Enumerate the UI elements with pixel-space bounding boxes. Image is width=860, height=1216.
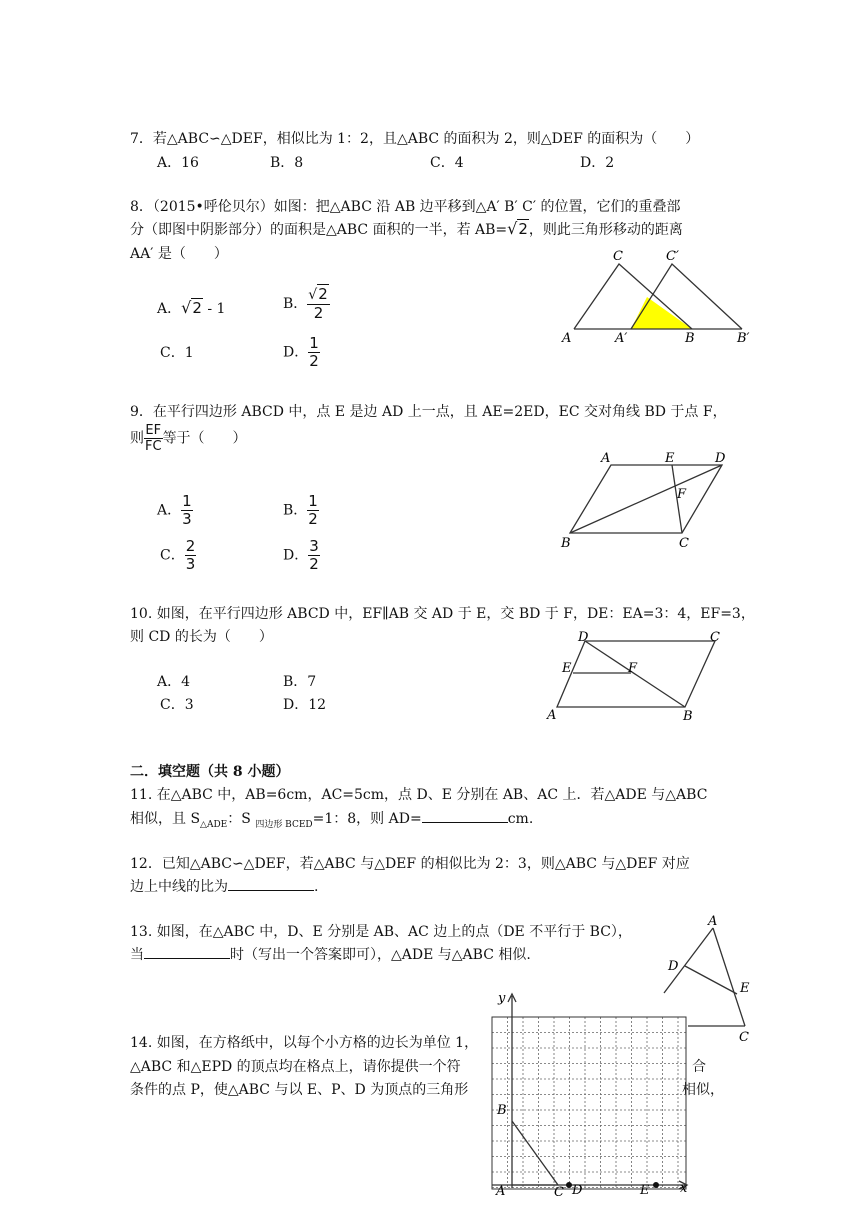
q8-line2-post: ，则此三角形移动的距离: [528, 222, 683, 238]
q10-label-c: C: [710, 630, 720, 645]
q8-line2-pre: 分（即图中阴影部分）的面积是△ABC 面积的一半，若 AB=: [130, 222, 508, 238]
q8-label-b: B: [685, 331, 695, 345]
q9-line2-post: 等于（ ）: [162, 430, 247, 447]
q9-option-b-fraction: [307, 493, 319, 528]
q11-ratio-text: =1：8，则 AD=: [312, 811, 422, 827]
q14-label-b: B: [497, 1103, 507, 1118]
q9-option-c-numerator: 2: [185, 537, 196, 555]
q8-label-a: A: [562, 331, 572, 345]
q7-option-a: A．16: [157, 155, 199, 171]
q9-option-d-numerator: 3: [309, 537, 319, 555]
q13-line1: 13. 如图，在△ABC 中，D、E 分别是 AB、AC 边上的点（DE 不平行于 BC），: [130, 924, 632, 940]
q9-line2-pre: 则: [130, 430, 144, 447]
section-2-title: 二．填空题（共 8 小题）: [130, 764, 290, 780]
q9-label-f: F: [677, 487, 687, 502]
q8-figure: [555, 245, 755, 345]
q11-line1: 11. 在△ABC 中，AB=6cm，AC=5cm，点 D、E 分别在 AB、AC 上．若△ADE 与△ABC: [130, 787, 708, 803]
q14-line2-end: 合: [692, 1059, 706, 1075]
q9-option-a-denominator: 3: [182, 510, 192, 528]
q9-label-e: E: [665, 451, 675, 466]
q9-fraction: [144, 423, 163, 454]
q10-option-a: A．4: [157, 674, 191, 690]
q13-label-a: A: [708, 914, 718, 929]
q12-answer-blank[interactable]: [228, 890, 314, 891]
q9-line2: [130, 423, 247, 454]
q8-option-a: [157, 298, 225, 318]
q9-option-d-fraction: [308, 538, 320, 573]
q14-label-a: A: [496, 1184, 506, 1199]
q9-label-c: C: [679, 536, 689, 551]
q9-option-b-label: B．: [283, 502, 308, 519]
q14-line1: 14. 如图，在方格纸中，以每个小方格的边长为单位 1，: [130, 1035, 479, 1051]
q11-unit: cm.: [507, 811, 534, 827]
q13-label-e: E: [740, 981, 750, 996]
q10-line1: 10. 如图，在平行四边形 ABCD 中，EF∥AB 交 AD 于 E，交 BD 于 F，DE：EA=3：4，EF=3，: [130, 606, 755, 622]
q14-line3: 条件的点 P，使△ABC 与以 E、P、D 为顶点的三角形: [130, 1082, 469, 1098]
q12-line2: [130, 876, 318, 896]
q14-label-y: y: [498, 991, 506, 1006]
q14-label-e: E: [640, 1183, 650, 1198]
q9-label-d: D: [715, 451, 726, 466]
q9-line1: 9．在平行四边形 ABCD 中，点 E 是边 AD 上一点，且 AE=2ED，EC 交对角线 BD 于点 F，: [130, 404, 727, 420]
q14-figure: [488, 988, 698, 1216]
q8-option-b-fraction: $\frac{√2}{2}$: [308, 285, 328, 322]
q9-option-d-label: D．: [283, 547, 309, 564]
q9-option-c: [160, 538, 196, 573]
q8-option-a-label: A．: [157, 301, 182, 317]
q9-label-a: A: [601, 451, 611, 466]
q9-diagonal-bd: [570, 465, 722, 533]
q8-line3: AA′ 是（ ）: [130, 246, 228, 262]
q11-sub-bced: 四边形 BCED: [255, 819, 313, 830]
q9-option-d: [283, 538, 320, 573]
q14-triangle-abc: [512, 1121, 558, 1185]
q14-label-d: D: [572, 1183, 583, 1198]
q10-figure: [540, 628, 740, 724]
q8-option-a-sqrt: √2: [181, 298, 202, 317]
q11-answer-blank[interactable]: [422, 822, 508, 823]
q14-line3-end: 相似，: [682, 1082, 724, 1098]
q10-label-e: E: [562, 661, 572, 676]
q9-option-a-label: A．: [157, 502, 182, 519]
q9-fraction-denominator: FC: [145, 439, 162, 454]
q8-label-a-prime: A′: [615, 331, 628, 345]
q9-option-d-denominator: 2: [309, 555, 319, 573]
q14-line2: △ABC 和△EPD 的顶点均在格点上，请你提供一个符: [130, 1059, 461, 1075]
q9-figure: [555, 448, 745, 553]
q14-grid: [492, 1017, 686, 1189]
q10-label-b: B: [683, 709, 693, 724]
q9-label-b: B: [561, 536, 571, 551]
q9-option-a-fraction: [181, 493, 193, 528]
q9-option-b-numerator: 1: [308, 492, 318, 510]
q13-line2: [130, 944, 531, 964]
q8-option-c: C．1: [160, 345, 194, 361]
q9-fraction-numerator: EF: [145, 423, 162, 438]
q9-option-b: [283, 493, 319, 528]
q9-option-a: [157, 493, 193, 528]
q8-option-b-numerator: 2: [318, 285, 328, 303]
q13-prompt: 当: [130, 947, 144, 963]
q7-option-b: B．8: [270, 155, 304, 171]
q14-point-e: [653, 1182, 659, 1188]
q10-label-a: A: [547, 708, 557, 723]
q11-line2: [130, 808, 533, 830]
q8-sqrt-radicand: 2: [518, 220, 528, 238]
q10-option-d: D．12: [283, 697, 327, 713]
q10-line2: 则 CD 的长为（ ）: [130, 629, 273, 645]
q10-option-b: B．7: [283, 674, 317, 690]
q8-label-b-prime: B′: [737, 331, 750, 345]
q11-sub-ade: △ADE: [200, 819, 228, 830]
q14-label-x: x: [680, 1181, 688, 1196]
q12-period: .: [314, 879, 319, 895]
q7-stem: 7．若△ABC∽△DEF，相似比为 1：2，且△ABC 的面积为 2，则△DEF 的面积为（ ）: [130, 131, 700, 147]
q10-label-f: F: [628, 661, 638, 676]
q10-label-d: D: [578, 630, 589, 645]
q8-line2: [130, 219, 683, 239]
q8-label-c: C: [613, 249, 623, 264]
q8-sqrt: √2: [507, 219, 528, 238]
q13-label-c: C: [739, 1030, 749, 1045]
q11-s-label-2: ：S: [227, 811, 256, 827]
q8-option-d-numerator: 1: [309, 334, 319, 352]
q13-suffix: 时（写出一个答案即可），△ADE 与△ABC 相似.: [230, 947, 531, 963]
q11-s-label: 相似，且 S: [130, 811, 201, 827]
q8-option-d-fraction: [308, 335, 320, 370]
q8-option-d-label: D．: [283, 344, 309, 361]
q8-option-b-label: B．: [283, 296, 308, 312]
q9-option-c-label: C．: [160, 547, 185, 564]
q13-label-d: D: [668, 959, 679, 974]
q8-option-d-denominator: 2: [309, 352, 319, 370]
q9-option-c-denominator: 3: [185, 555, 196, 573]
q12-line1: 12．已知△ABC∽△DEF，若△ABC 与△DEF 的相似比为 2：3，则△ABC 与△DEF 对应: [130, 856, 690, 872]
q9-option-a-numerator: 1: [182, 492, 192, 510]
q14-label-c: C: [554, 1185, 564, 1200]
q8-option-b: [283, 286, 330, 322]
q7-option-c: C．4: [430, 155, 464, 171]
q14-grid-border: [492, 1017, 686, 1189]
q13-answer-blank[interactable]: [144, 958, 230, 959]
q12-prompt: 边上中线的比为: [130, 879, 228, 895]
q9-option-b-denominator: 2: [308, 510, 318, 528]
q8-option-b-denominator: 2: [313, 304, 324, 322]
q13-side-ac: [713, 928, 745, 1026]
q8-label-c-prime: C′: [666, 249, 679, 264]
q8-option-d: [283, 335, 320, 370]
q8-option-a-radicand: 2: [192, 299, 202, 317]
q8-option-a-post: - 1: [207, 301, 226, 317]
q10-option-c: C．3: [160, 697, 194, 713]
q9-option-c-fraction: [185, 538, 197, 573]
q8-line1: 8．（2015•呼伦贝尔）如图：把△ABC 沿 AB 边平移到△A′ B′ C′ 的位置，它们的重叠部: [130, 199, 681, 215]
q7-option-d: D．2: [580, 155, 615, 171]
